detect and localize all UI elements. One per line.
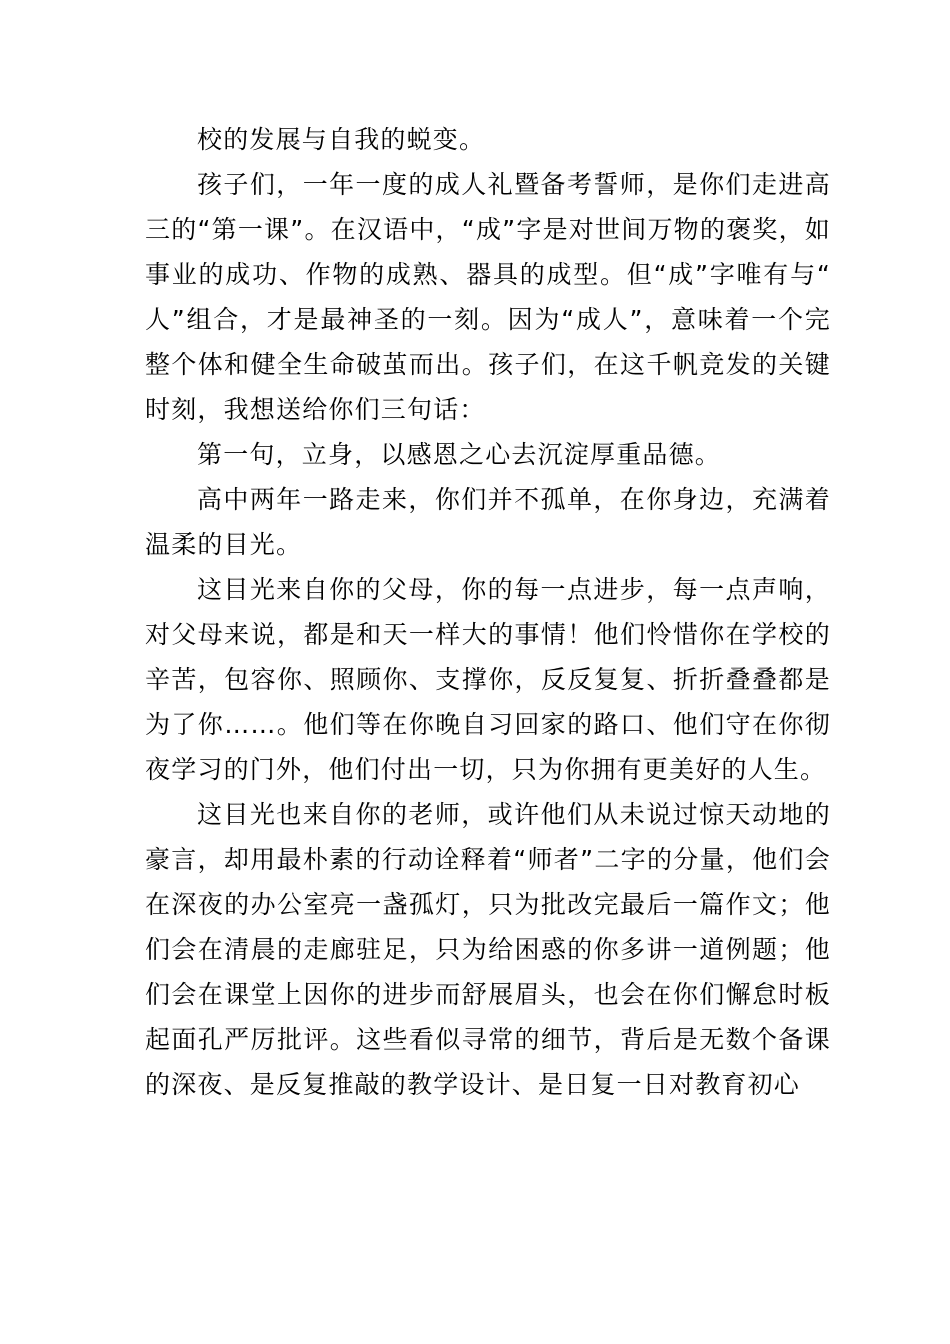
paragraph-2: 孩子们，一年一度的成人礼暨备考誓师，是你们走进高三的“第一课”。在汉语中，“成”字是对世间万物的褒奖，如事业的成功、作物的成熟、器具的成型。但“成”字唯有与“人”组合，才是最神圣的一刻。因为“成人”，意味着一个完整个体和健全生命破茧而出。孩子们，在这千帆竞发的关键时刻，我想送给你们三句话： — [145, 170, 831, 424]
paragraph-4: 高中两年一路走来，你们并不孤单，在你身边，充满着温柔的目光。 — [145, 485, 831, 559]
paragraph-3: 第一句，立身，以感恩之心去沉淀厚重品德。 — [197, 440, 722, 469]
document-body — [145, 117, 831, 1107]
paragraph-6: 这目光也来自你的老师，或许他们从未说过惊天动地的豪言，却用最朴素的行动诠释着“师者”二字的分量，他们会在深夜的办公室亮一盏孤灯，只为批改完最后一篇作文；他们会在清晨的走廊驻足，只为给困惑的你多讲一道例题；他们会在课堂上因你的进步而舒展眉头，也会在你们懈怠时板起面孔严厉批评。这些看似寻常的细节，背后是无数个备课的深夜、是反复推敲的教学设计、是日复一日对教育初心 — [145, 800, 831, 1099]
paragraph-5: 这目光来自你的父母，你的每一点进步，每一点声响，对父母来说，都是和天一样大的事情！他们怜惜你在学校的辛苦，包容你、照顾你、支撑你，反反复复、折折叠叠都是为了你……。他们等在你晚自习回家的路口、他们守在你彻夜学习的门外，他们付出一切，只为你拥有更美好的人生。 — [145, 575, 831, 784]
paragraph-1: 校的发展与自我的蜕变。 — [197, 125, 486, 154]
